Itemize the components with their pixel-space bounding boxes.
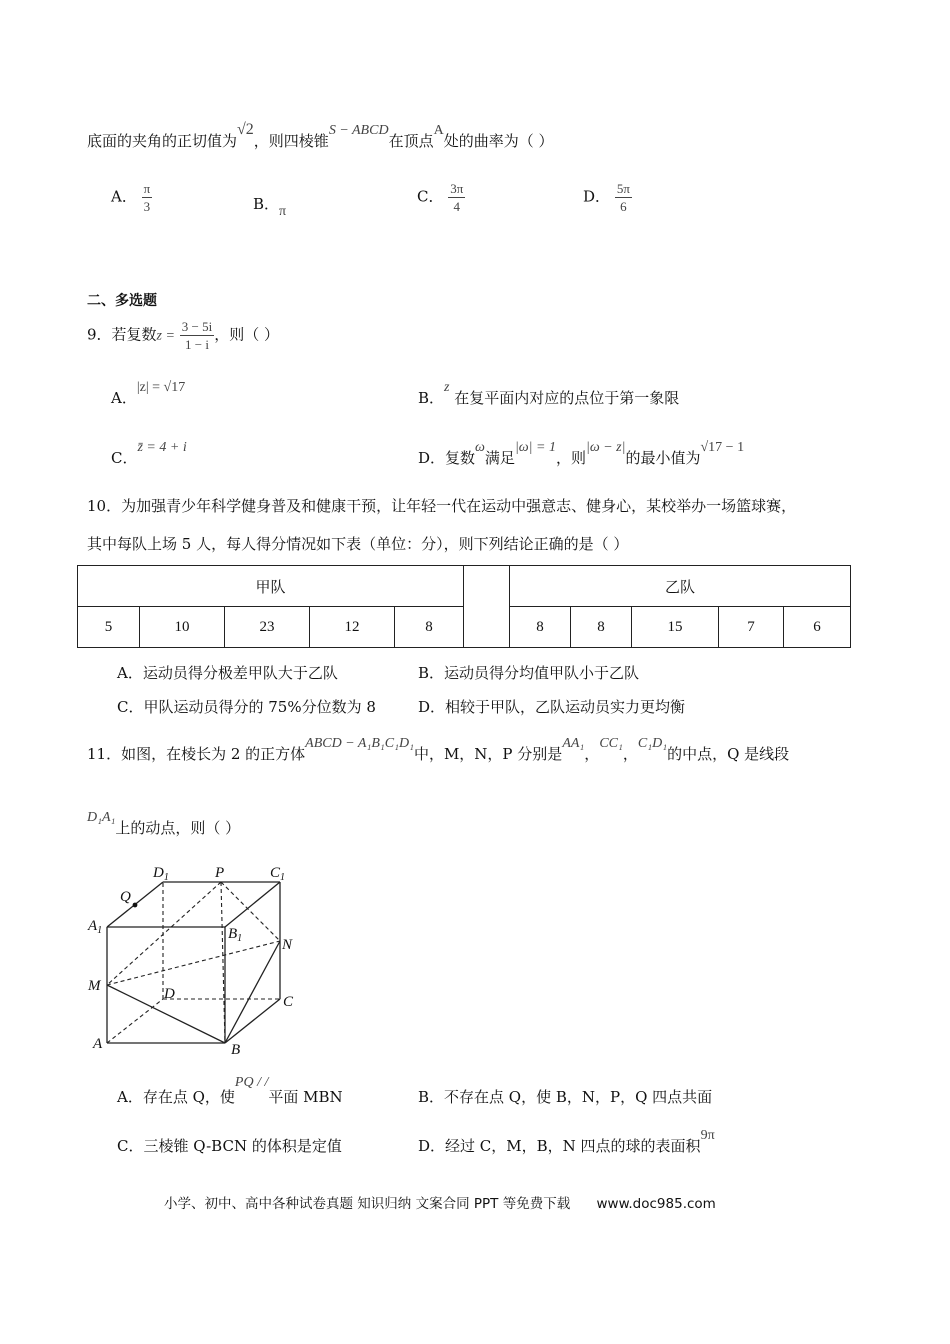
q8-stem [87, 121, 554, 151]
q8-option-d-frac [615, 180, 632, 215]
team-b-header: 乙队 [510, 566, 851, 607]
label-c: C [283, 994, 294, 1010]
q9-z-eq: z = [156, 328, 175, 344]
q9-c-label: C． [111, 449, 138, 467]
seg-m-n [107, 941, 280, 985]
q11-comma-2: ， [622, 745, 638, 763]
q11-t2: 中，M，N，P 分别是 [413, 745, 563, 763]
label-d1: $D_1$ [153, 865, 169, 883]
q8-option-b [253, 193, 287, 219]
label-b: B [231, 1042, 241, 1058]
q9-option-a [111, 380, 186, 408]
label-c1: $C_1$ [270, 865, 286, 883]
score-b-2: 8 [571, 607, 632, 648]
score-b-1: 8 [510, 607, 571, 648]
table-divider-cell [464, 566, 510, 648]
q11-t1: 11．如图，在棱长为 2 的正方体 [87, 745, 306, 763]
q8-stem-a: 底面的夹角的正切值为 [87, 132, 238, 150]
q9-option-c [111, 440, 187, 468]
q9-b-label: B． [418, 389, 445, 407]
q9-d-abs2: |ω − z| [585, 440, 626, 455]
q8-d-num: 5π [616, 181, 630, 196]
q11-cube: ABCD − A₁B₁C₁D₁ [305, 736, 414, 751]
q11-e2: CC₁ [599, 736, 623, 751]
q9-stem [87, 318, 279, 353]
score-a-5: 8 [395, 607, 464, 648]
q9-suffix: ，则（ ） [214, 325, 279, 344]
score-b-4: 7 [719, 607, 784, 648]
table-header-row [78, 566, 851, 607]
q9-b-z: z [444, 380, 450, 395]
score-a-3: 23 [225, 607, 310, 648]
q11-a-text: A．存在点 Q，使 [117, 1088, 235, 1106]
q9-d-text3: 的最小值为 [625, 449, 701, 467]
q9-a-label: A． [111, 389, 137, 407]
q8-vertex: A [433, 123, 444, 138]
q11-option-b: B．不存在点 Q，使 B，N，P，Q 四点共面 [418, 1088, 713, 1106]
q8-option-d-label: D． [583, 187, 611, 206]
q8-stem-d: 处的曲率为（ ） [443, 132, 554, 150]
footer [164, 1192, 716, 1212]
q10-option-d: D．相较于甲队，乙队运动员实力更均衡 [418, 698, 686, 716]
q8-option-d [583, 180, 632, 215]
label-n: N [282, 937, 293, 953]
q10-option-c: C．甲队运动员得分的 75%分位数为 8 [117, 698, 376, 716]
q8-stem-c: 在顶点 [388, 132, 434, 150]
q9-frac [180, 318, 214, 353]
q8-a-num: π [143, 181, 151, 196]
q11-option-d [418, 1128, 715, 1156]
footer-url[interactable]: www.doc985.com [596, 1196, 716, 1212]
section-title: 二、多选题 [87, 293, 157, 309]
label-d: D [164, 986, 175, 1002]
q11-option-a [117, 1075, 343, 1107]
q11-stem [87, 736, 790, 764]
label-a: A [93, 1036, 103, 1052]
q8-option-a [111, 180, 152, 215]
q11-stem-2 [87, 810, 241, 838]
q8-c-num: 3π [450, 181, 464, 196]
q8-b-val: π [279, 204, 287, 219]
q10-option-b: B．运动员得分均值甲队小于乙队 [418, 664, 640, 682]
edge-b-c [225, 999, 280, 1043]
q11-a-math: PQ / / [234, 1075, 269, 1090]
q11-d-text: D．经过 C，M，B，N 四点的球的表面积 [418, 1137, 701, 1155]
seg-b-n [225, 941, 280, 1043]
q11-e1: AA₁ [562, 736, 585, 751]
q8-option-a-label: A． [111, 187, 137, 206]
team-a-header: 甲队 [78, 566, 464, 607]
q9-option-d [418, 440, 745, 468]
q10-option-a: A．运动员得分极差甲队大于乙队 [117, 664, 338, 682]
q8-option-b-label: B． [253, 195, 280, 213]
q11-seg: D₁A₁ [87, 810, 116, 825]
q8-pyramid: S − ABCD [328, 123, 389, 138]
q11-a-text2: 平面 MBN [268, 1088, 343, 1106]
q9-c-math: z̄ = 4 + i [137, 440, 187, 455]
q9-a-math: |z| = √17 [136, 380, 186, 395]
q11-d-math: 9π [700, 1128, 715, 1143]
q9-d-text2: ，则 [555, 449, 586, 467]
q11-t4: 上的动点，则（ ） [115, 819, 241, 837]
q8-stem-b: ，则四棱锥 [253, 132, 329, 150]
q9-d-omega: ω [475, 440, 485, 455]
q10-line1: 10．为加强青少年科学健身普及和健康干预，让年轻一代在运动中强意志、健身心，某校举办一场篮球赛， [87, 497, 797, 515]
q8-option-c [417, 180, 465, 215]
score-table [77, 565, 851, 648]
cube-figure [80, 860, 310, 1065]
q11-comma-1: ， [584, 745, 600, 763]
q11-e3: C₁D₁ [637, 736, 668, 751]
q8-sqrt2: √2 [237, 121, 254, 138]
score-a-4: 12 [310, 607, 395, 648]
q9-d-text1: 满足 [484, 449, 515, 467]
score-a-1: 5 [78, 607, 140, 648]
q11-t3: 的中点，Q 是线段 [667, 745, 790, 763]
q9-b-text: 在复平面内对应的点位于第一象限 [454, 389, 680, 407]
score-a-2: 10 [140, 607, 225, 648]
q8-a-den: 3 [143, 199, 151, 214]
q8-c-den: 4 [453, 199, 461, 214]
q8-d-den: 6 [620, 199, 627, 214]
q9-num: 3 − 5i [181, 319, 213, 334]
edge-a-d [107, 999, 163, 1043]
q9-den: 1 − i [184, 337, 209, 352]
edge-b1-c1 [225, 882, 280, 927]
label-p: P [215, 865, 225, 881]
label-a1: $A_1$ [88, 918, 103, 936]
label-q: Q [120, 889, 131, 905]
q10-line2: 其中每队上场 5 人，每人得分情况如下表（单位：分），则下列结论正确的是（ ） [87, 535, 629, 553]
q8-option-a-frac [142, 180, 153, 215]
label-b1: $B_1$ [228, 926, 243, 944]
q9-option-b [418, 380, 680, 408]
q9-d-abs: |ω| = 1 [514, 440, 556, 455]
q9-prefix: 9．若复数 [87, 325, 157, 344]
point-q [133, 903, 138, 908]
score-b-5: 6 [784, 607, 851, 648]
q8-option-c-frac [448, 180, 465, 215]
q11-option-c: C．三棱锥 Q-BCN 的体积是定值 [117, 1137, 342, 1155]
score-b-3: 15 [632, 607, 719, 648]
q9-d-label: D．复数 [418, 449, 476, 467]
q8-option-c-label: C． [417, 187, 444, 206]
q9-d-val: √17 − 1 [700, 440, 745, 455]
footer-text: 小学、初中、高中各种试卷真题 知识归纳 文案合同 PPT 等免费下载 [164, 1196, 571, 1212]
label-m: M [88, 978, 101, 994]
